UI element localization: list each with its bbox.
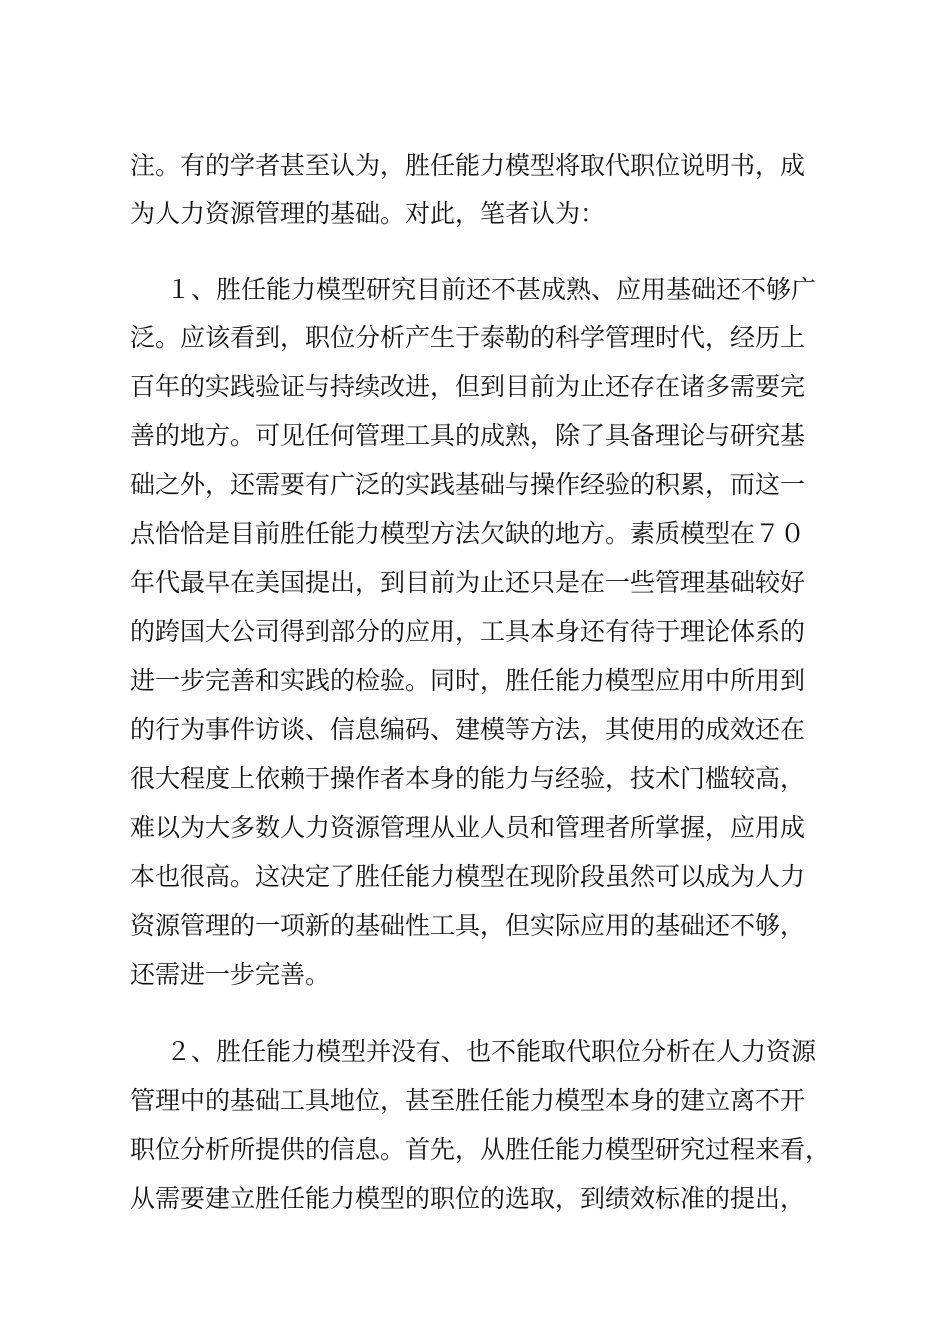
paragraph-3-line-2: 管理中的基础工具地位，甚至胜任能力模型本身的建立离不开: [130, 1086, 806, 1115]
paragraph-2-line-13: 本也很高。这决定了胜任能力模型在现阶段虽然可以成为人力: [130, 862, 806, 891]
paragraph-2-line-4: 善的地方。可见任何管理工具的成熟，除了具备理论与研究基: [130, 421, 806, 450]
paragraph-2-line-1: １、胜任能力模型研究目前还不甚成熟、应用基础还不够广: [166, 275, 817, 304]
paragraph-3-line-3: 职位分析所提供的信息。首先，从胜任能力模型研究过程来看，: [130, 1135, 831, 1164]
paragraph-2-line-7: 年代最早在美国提出，到目前为止还只是在一些管理基础较好: [130, 568, 806, 597]
paragraph-3-line-4: 从需要建立胜任能力模型的职位的选取，到绩效标准的提出，: [130, 1184, 806, 1213]
paragraph-2-line-15: 还需进一步完善。: [130, 960, 331, 989]
paragraph-2-line-3: 百年的实践验证与持续改进，但到目前为止还存在诸多需要完: [130, 372, 806, 401]
paragraph-1-line-1: 注。有的学者甚至认为，胜任能力模型将取代职位说明书，成: [130, 151, 806, 180]
paragraph-2-line-8: 的跨国大公司得到部分的应用，工具本身还有待于理论体系的: [130, 617, 806, 646]
paragraph-2-line-12: 难以为大多数人力资源管理从业人员和管理者所掌握，应用成: [130, 813, 806, 842]
paragraph-2-line-6: 点恰恰是目前胜任能力模型方法欠缺的地方。素质模型在７０: [130, 519, 806, 548]
paragraph-2-line-11: 很大程度上依赖于操作者本身的能力与经验，技术门槛较高，: [130, 764, 806, 793]
paragraph-2-line-2: 泛。应该看到，职位分析产生于泰勒的科学管理时代，经历上: [130, 323, 806, 352]
paragraph-2-line-10: 的行为事件访谈、信息编码、建模等方法，其使用的成效还在: [130, 715, 806, 744]
paragraph-2-line-14: 资源管理的一项新的基础性工具，但实际应用的基础还不够，: [130, 911, 806, 940]
paragraph-3-line-1: ２、胜任能力模型并没有、也不能取代职位分析在人力资源: [166, 1037, 817, 1066]
paragraph-2-line-9: 进一步完善和实践的检验。同时，胜任能力模型应用中所用到: [130, 666, 806, 695]
paragraph-1-line-2: 为人力资源管理的基础。对此，笔者认为：: [130, 199, 606, 228]
paragraph-2-line-5: 础之外，还需要有广泛的实践基础与操作经验的积累，而这一: [130, 470, 806, 499]
